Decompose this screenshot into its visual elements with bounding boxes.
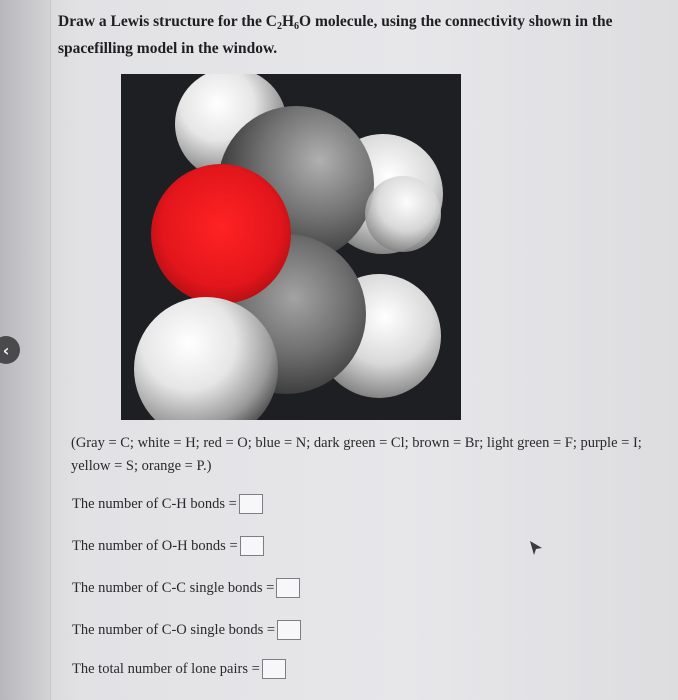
lone-pairs-question [72, 657, 286, 681]
co-single-bonds-label: The number of C-O single bonds = [72, 621, 276, 638]
cc-single-bonds-question [72, 576, 300, 600]
oh-bonds-question [72, 534, 264, 558]
spacefilling-model-image [121, 74, 461, 420]
ch-bonds-label: The number of C-H bonds = [72, 495, 237, 512]
mouse-pointer-icon [529, 540, 543, 556]
question-title: Draw a Lewis structure for the $C_2H_6O$ molecule, using the connectivity shown in the spacefilling model in the window. [58, 13, 613, 57]
hydrogen-atom [365, 176, 441, 252]
oh-bonds-label: The number of O-H bonds = [72, 537, 238, 554]
ch-bonds-input[interactable] [239, 494, 263, 514]
co-single-bonds-input[interactable] [277, 620, 301, 640]
cc-single-bonds-input[interactable] [276, 578, 300, 598]
cc-single-bonds-label: The number of C-C single bonds = [72, 579, 275, 596]
question-panel [50, 0, 678, 700]
spacefilling-model-viewer[interactable] [121, 74, 461, 420]
ch-bonds-question [72, 492, 263, 516]
color-key: (Gray = C; white = H; red = O; blue = N; dark green = Cl; brown = Br; light green = F; purple = I; yellow = S; orange = P.) [71, 435, 642, 474]
oxygen-atom [151, 164, 291, 304]
oh-bonds-input[interactable] [240, 536, 264, 556]
lone-pairs-input[interactable] [262, 659, 286, 679]
co-single-bonds-question [72, 618, 301, 642]
lone-pairs-label: The total number of lone pairs = [72, 660, 260, 677]
chevron-left-icon: ‹ [2, 340, 10, 360]
